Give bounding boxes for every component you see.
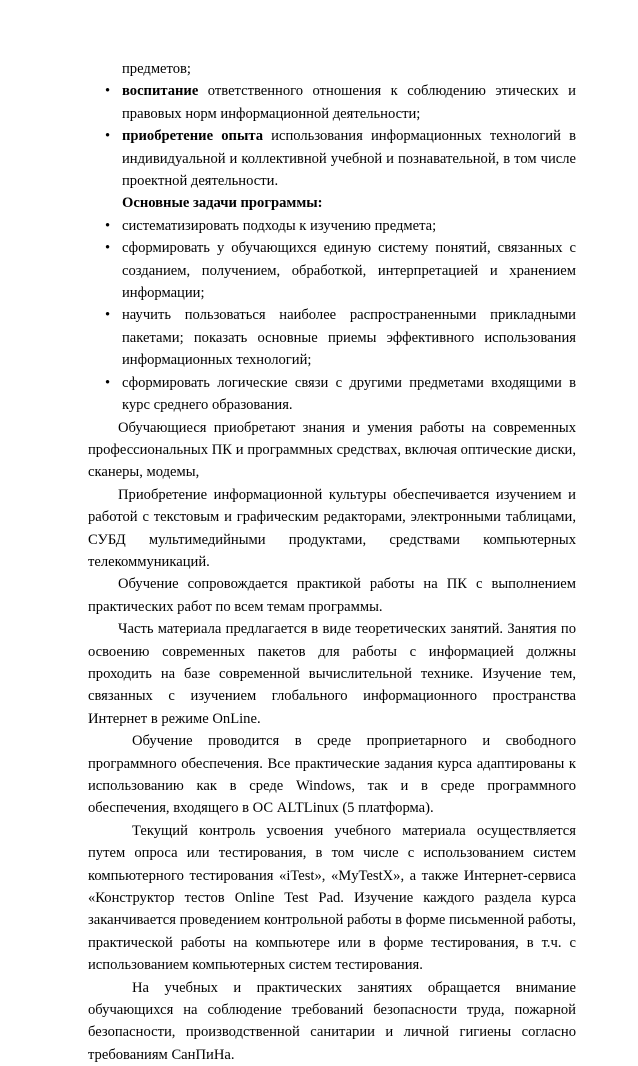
bullet-icon: • <box>105 83 111 100</box>
paragraph: Обучение сопровождается практикой работы на ПК с выполнением практических работ по всем темам программы. <box>88 576 576 615</box>
tasks-list <box>88 215 576 417</box>
list-item-lead: приобретение опыта <box>122 128 263 145</box>
list-item <box>88 125 576 192</box>
document-body <box>88 58 576 1066</box>
list-item-text: ответственного отношения к соблюдению этических и правовых норм информационной деятельности; <box>122 83 576 122</box>
list-item <box>88 372 576 417</box>
list-item-text: использования информационных технологий в индивидуальной и коллективной учебной и познавательной, в том числе проектной деятельности. <box>122 128 577 190</box>
bullet-icon: • <box>105 307 111 324</box>
list-item <box>88 304 576 371</box>
list-item <box>88 237 576 304</box>
list-item-text: систематизировать подходы к изучению предмета; <box>122 217 437 234</box>
paragraph: Обучение проводится в среде проприетарного и свободного программного обеспечения. Все практические задания курса адаптированы к использованию как в среде Windows, так и в среде программного обеспечения, входящего в ОС ALTLinux (5 платформа). <box>88 733 576 817</box>
list-item <box>88 215 576 237</box>
list-item-lead: воспитание <box>122 83 199 100</box>
list-item <box>88 80 576 125</box>
list-item-text: научить пользоваться наиболее распространенными прикладными пакетами; показать основные приемы эффективного использования информационных технологий; <box>122 307 576 369</box>
section-heading: Основные задачи программы: <box>122 195 323 212</box>
list-item-text: сформировать логические связи с другими предметами входящими в курс среднего образования. <box>122 374 576 414</box>
bullet-icon: • <box>105 128 111 145</box>
bullet-icon: • <box>105 240 111 257</box>
bullet-icon: • <box>105 217 111 234</box>
paragraph: Часть материала предлагается в виде теоретических занятий. Занятия по освоению современных пакетов для работы с информацией должны проходить на базе современной вычислительной технике. Изучение тем, связанных с изучением глобального информационного пространства Интернет в режиме OnLine. <box>88 621 576 727</box>
paragraph: Текущий контроль усвоения учебного материала осуществляется путем опроса или тестирования, в том числе с использованием систем компьютерного тестирования «iTest», «MyTestX», а также Интернет-сервиса «Конструктор тестов Online Test Pad. Изучение каждого раздела курса заканчивается проведением контрольной работы в форме письменной работы, практической работы на компьютере или в форме тестирования, в т.ч. с использованием компьютерных систем тестирования. <box>88 822 576 974</box>
list-item-continuation: предметов; <box>122 61 191 77</box>
paragraph: Приобретение информационной культуры обеспечивается изучением и работой с текстовым и графическим редакторами, электронными таблицами, СУБД мультимедийными продуктами, средствами компьютерных телекоммуникаций. <box>88 486 576 570</box>
paragraph: Обучающиеся приобретают знания и умения работы на современных профессиональных ПК и программных средствах, включая оптические диски, сканеры, модемы, <box>88 419 576 481</box>
goals-list <box>88 80 576 192</box>
list-item-text: сформировать у обучающихся единую систему понятий, связанных с созданием, получением, обработкой, интерпретацией и хранением информации; <box>122 240 576 302</box>
bullet-icon: • <box>105 374 111 391</box>
paragraph: На учебных и практических занятиях обращается внимание обучающихся на соблюдение требований безопасности труда, пожарной безопасности, производственной санитарии и личной гигиены согласно требованиям СанПиНа. <box>88 979 576 1063</box>
